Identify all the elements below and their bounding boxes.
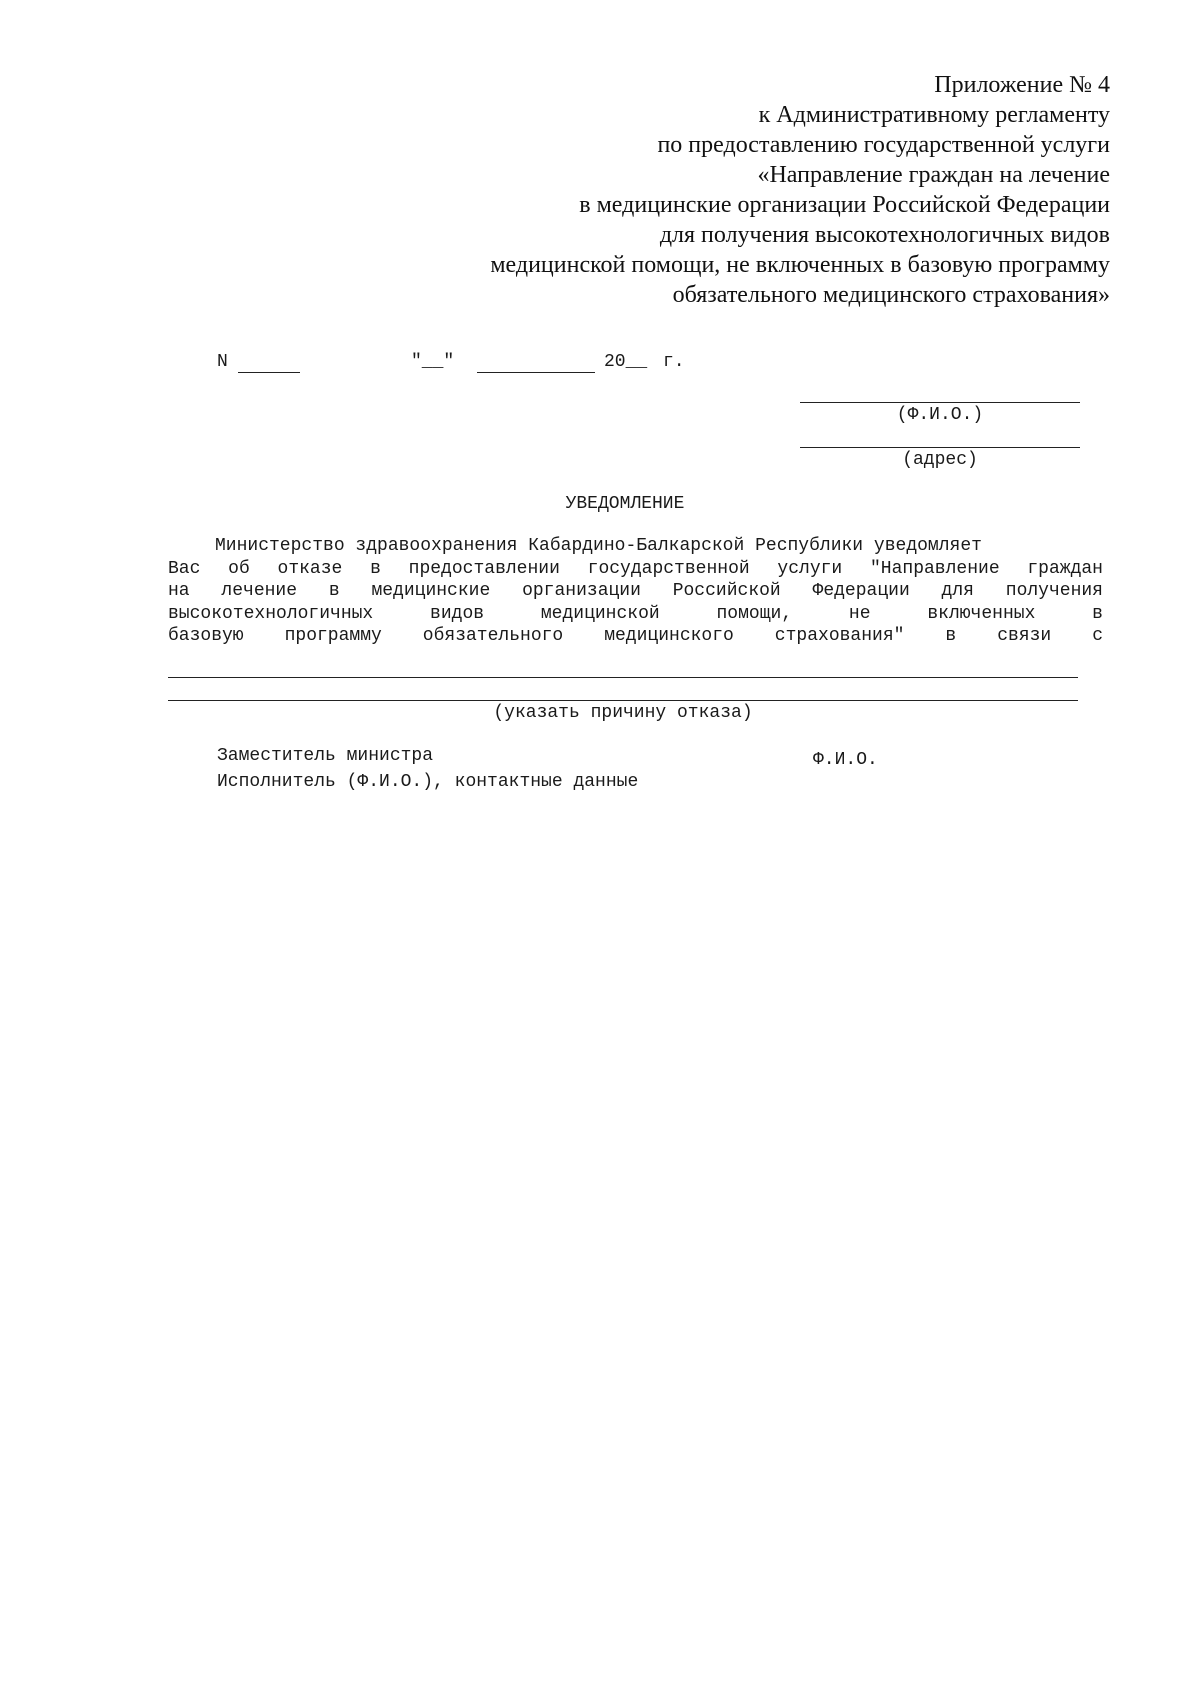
- reason-blank-1: [168, 677, 1078, 678]
- recipient-fio-blank: [800, 402, 1080, 403]
- body-line: Вас об отказе в предоставлении государственной услуги "Направление граждан: [168, 558, 1103, 579]
- date-month-blank: [477, 372, 595, 373]
- body-line: Министерство здравоохранения Кабардино-Балкарской Республики уведомляет: [215, 536, 982, 556]
- header-line: обязательного медицинского страхования»: [672, 282, 1110, 308]
- body-line: на лечение в медицинские организации Российской Федерации для получения: [168, 581, 1103, 601]
- number-blank: [238, 372, 300, 373]
- header-line: Приложение № 4: [934, 72, 1110, 98]
- recipient-fio-label: (Ф.И.О.): [896, 405, 984, 425]
- signatory-name: Ф.И.О.: [813, 750, 878, 770]
- date-day: "__": [411, 352, 455, 372]
- header-line: для получения высокотехнологичных видов: [659, 222, 1110, 248]
- header-line: «Направление граждан на лечение: [757, 162, 1110, 188]
- recipient-address-blank: [800, 447, 1080, 448]
- header-line: к Административному регламенту: [758, 102, 1110, 128]
- number-label: N: [217, 352, 228, 372]
- reason-label: (указать причину отказа): [493, 703, 753, 723]
- body-line: базовую программу обязательного медицинского страхования" в связи с: [168, 626, 1103, 646]
- signatory-position: Заместитель министра: [217, 746, 434, 766]
- reason-blank-2: [168, 700, 1078, 701]
- body-line: высокотехнологичных видов медицинской помощи, не включенных в: [168, 603, 1103, 624]
- document-title: УВЕДОМЛЕНИЕ: [565, 494, 685, 514]
- executor-contacts: Исполнитель (Ф.И.О.), контактные данные: [217, 772, 639, 792]
- date-year-suffix: г.: [663, 352, 685, 372]
- header-line: по предоставлению государственной услуги: [657, 132, 1110, 158]
- header-line: медицинской помощи, не включенных в базовую программу: [490, 252, 1110, 278]
- recipient-address-label: (адрес): [902, 450, 978, 470]
- appendix-header: [390, 70, 1110, 310]
- notice-body: [168, 535, 1103, 648]
- header-line: в медицинские организации Российской Федерации: [579, 192, 1110, 218]
- date-year: 20__: [604, 352, 648, 372]
